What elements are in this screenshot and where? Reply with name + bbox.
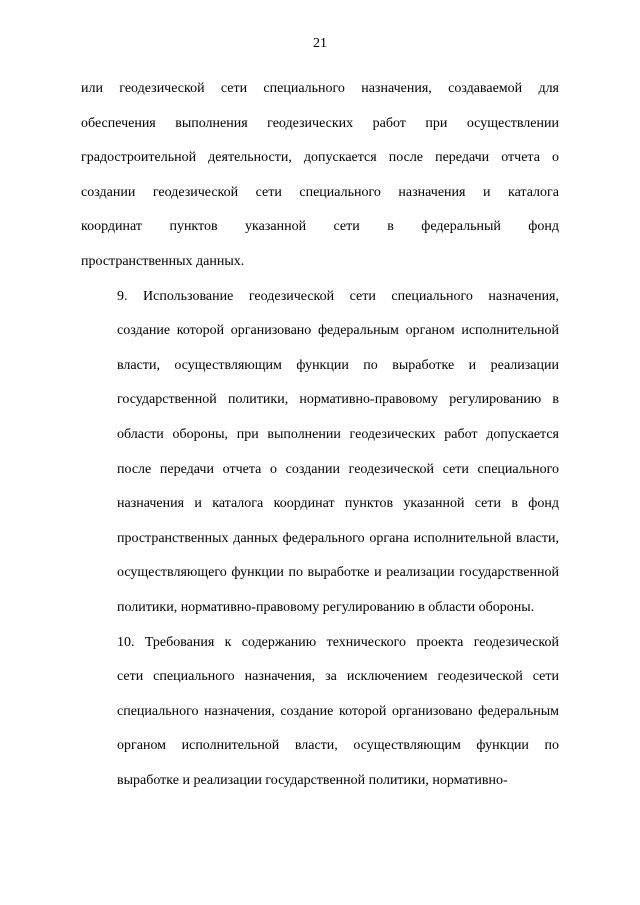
text-line: власти, осуществляющим функции по выработке и реализации: [117, 357, 559, 373]
text-line: области обороны, при выполнении геодезических работ допускается: [117, 426, 559, 442]
text-line: создание которой организовано федеральным органом исполнительной: [117, 323, 559, 339]
text-line: 9. Использование геодезической сети специального назначения,: [117, 288, 559, 304]
text-line: специального назначения, создание которой организовано федеральным: [117, 703, 559, 719]
text-line: назначения и каталога координат пунктов указанной сети в фонд: [117, 496, 559, 512]
text-line: выработке и реализации государственной политики, нормативно-: [117, 772, 508, 788]
text-line: градостроительной деятельности, допускается после передачи отчета о: [81, 150, 559, 166]
page-number: 21: [313, 36, 327, 51]
text-line: обеспечения выполнения геодезических работ при осуществлении: [81, 115, 559, 131]
text-line: органом исполнительной власти, осуществляющим функции по: [117, 738, 559, 754]
text-line: осуществляющего функции по выработке и реализации государственной: [117, 565, 559, 581]
paragraph-continuation: [81, 72, 559, 280]
text-line: пространственных данных.: [81, 253, 245, 269]
paragraph-item-9: [81, 280, 559, 626]
text-line: государственной политики, нормативно-правовому регулированию в: [117, 392, 559, 408]
text-line: после передачи отчета о создании геодезической сети специального: [117, 461, 559, 477]
text-line: координат пунктов указанной сети в федеральный фонд: [81, 219, 559, 235]
text-line: или геодезической сети специального назначения, создаваемой для: [81, 81, 559, 96]
text-line: сети специального назначения, за исключением геодезической сети: [117, 669, 559, 685]
document-body: [81, 72, 559, 798]
text-line: создании геодезической сети специального назначения и каталога: [81, 184, 559, 200]
text-line: политики, нормативно-правовому регулированию в области обороны.: [117, 599, 535, 615]
text-line: 10. Требования к содержанию технического проекта геодезической: [117, 634, 559, 650]
text-line: пространственных данных федерального органа исполнительной власти,: [117, 530, 559, 546]
paragraph-item-10: [81, 626, 559, 799]
